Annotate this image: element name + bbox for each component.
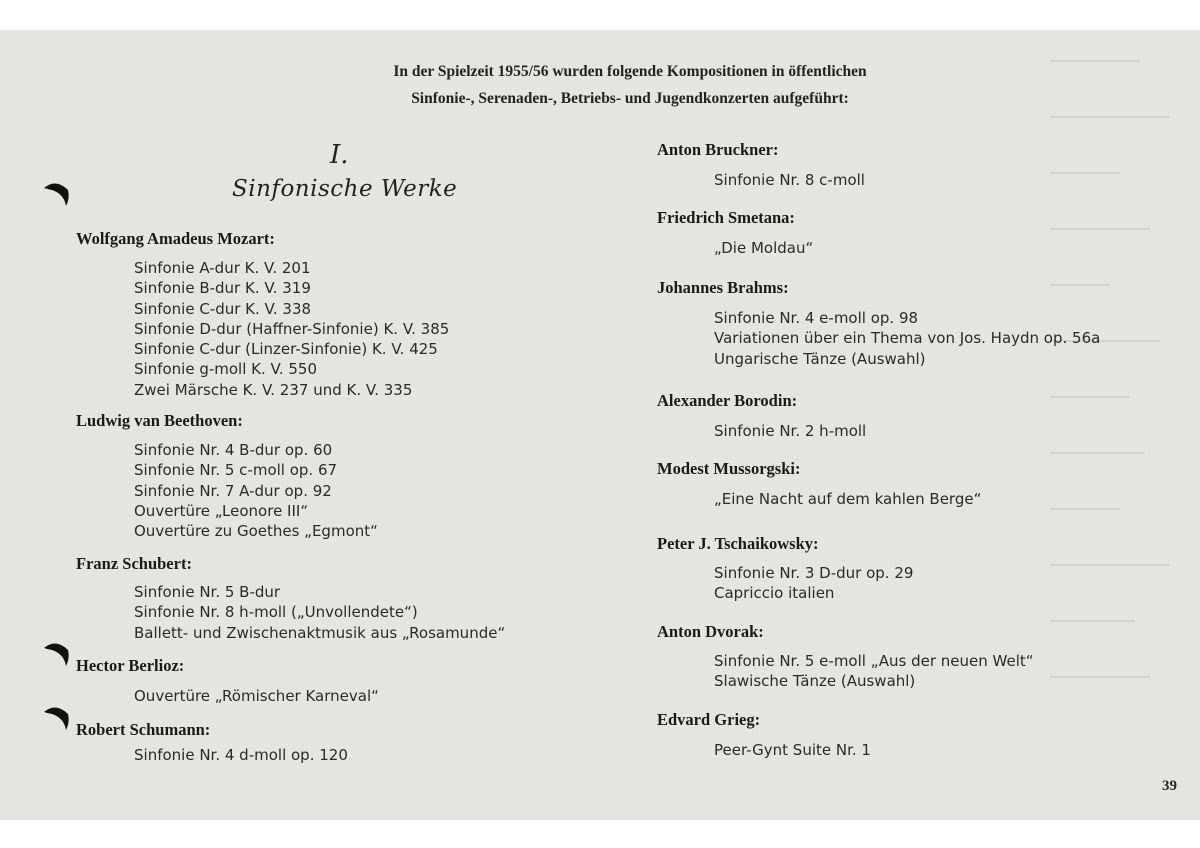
header-line-1: In der Spielzeit 1955/56 wurden folgende Kompositionen in öffentlichen bbox=[393, 63, 867, 80]
work-item: Ouvertüre „Römischer Karneval“ bbox=[134, 687, 379, 705]
work-item: Sinfonie Nr. 5 e-moll „Aus der neuen Welt“ bbox=[714, 652, 1034, 670]
works-smetana bbox=[714, 238, 813, 258]
work-item: Sinfonie g-moll K. V. 550 bbox=[134, 360, 318, 379]
work-item: Sinfonie Nr. 4 d-moll op. 120 bbox=[134, 746, 348, 764]
work-item: Sinfonie A-dur K. V. 201 bbox=[134, 259, 311, 277]
work-item: Sinfonie Nr. 5 c-moll op. 67 bbox=[134, 461, 338, 480]
work-item: Sinfonie Nr. 8 c-moll bbox=[714, 171, 865, 189]
work-item: Sinfonie Nr. 8 h-moll („Unvollendete“) bbox=[134, 603, 418, 622]
work-item: Ungarische Tänze (Auswahl) bbox=[714, 349, 926, 368]
work-item: Ouvertüre zu Goethes „Egmont“ bbox=[134, 522, 378, 541]
work-item: Variationen über ein Thema von Jos. Haydn op. 56a bbox=[714, 329, 1101, 348]
work-item: Sinfonie Nr. 7 A-dur op. 92 bbox=[134, 481, 332, 500]
punch-hole-icon bbox=[42, 180, 72, 206]
works-beethoven bbox=[134, 440, 378, 541]
work-item: Capriccio italien bbox=[714, 584, 835, 603]
page-header bbox=[0, 58, 1200, 112]
composer-smetana: Friedrich Smetana: bbox=[657, 208, 795, 227]
works-schubert bbox=[134, 582, 505, 643]
work-item: Sinfonie C-dur (Linzer-Sinfonie) K. V. 425 bbox=[134, 340, 438, 359]
work-item: Sinfonie C-dur K. V. 338 bbox=[134, 299, 312, 318]
works-brahms bbox=[714, 308, 1100, 369]
composer-berlioz: Hector Berlioz: bbox=[76, 656, 185, 675]
works-borodin bbox=[714, 421, 866, 441]
work-item: Slawische Tänze (Auswahl) bbox=[714, 672, 916, 691]
composer-mozart: Wolfgang Amadeus Mozart: bbox=[76, 229, 275, 248]
works-mozart bbox=[134, 258, 449, 400]
work-item: „Die Moldau“ bbox=[714, 239, 814, 257]
section-title: Sinfonische Werke bbox=[232, 176, 458, 202]
punch-hole-icon bbox=[42, 704, 72, 730]
composer-schumann: Robert Schumann: bbox=[76, 720, 211, 739]
works-tschaikowsky bbox=[714, 563, 913, 604]
works-bruckner bbox=[714, 170, 865, 190]
punch-hole-icon bbox=[42, 640, 72, 666]
work-item: Zwei Märsche K. V. 237 und K. V. 335 bbox=[134, 380, 413, 399]
works-schumann bbox=[134, 745, 348, 765]
composer-mussorgski: Modest Mussorgski: bbox=[657, 459, 801, 478]
work-item: Sinfonie Nr. 4 e-moll op. 98 bbox=[714, 309, 919, 327]
composer-brahms: Johannes Brahms: bbox=[657, 278, 789, 297]
page-number: 39 bbox=[1162, 778, 1177, 794]
composer-schubert: Franz Schubert: bbox=[76, 554, 192, 573]
work-item: Sinfonie Nr. 2 h-moll bbox=[714, 422, 867, 440]
composer-tschaikowsky: Peter J. Tschaikowsky: bbox=[657, 534, 819, 553]
work-item: Sinfonie Nr. 4 B-dur op. 60 bbox=[134, 441, 333, 459]
work-item: Sinfonie B-dur K. V. 319 bbox=[134, 279, 311, 298]
composer-borodin: Alexander Borodin: bbox=[657, 391, 798, 410]
work-item: Sinfonie D-dur (Haffner-Sinfonie) K. V. 385 bbox=[134, 319, 450, 338]
composer-grieg: Edvard Grieg: bbox=[657, 710, 761, 729]
work-item: Sinfonie Nr. 5 B-dur bbox=[134, 583, 281, 601]
works-dvorak bbox=[714, 651, 1034, 692]
composer-dvorak: Anton Dvorak: bbox=[657, 622, 764, 641]
bleed-through-shadow bbox=[1050, 60, 1200, 760]
work-item: „Eine Nacht auf dem kahlen Berge“ bbox=[714, 490, 982, 508]
work-item: Ballett- und Zwischenaktmusik aus „Rosamunde“ bbox=[134, 623, 506, 642]
composer-beethoven: Ludwig van Beethoven: bbox=[76, 411, 243, 430]
work-item: Ouvertüre „Leonore III“ bbox=[134, 501, 309, 520]
works-berlioz bbox=[134, 686, 379, 706]
works-mussorgski bbox=[714, 489, 981, 509]
composer-bruckner: Anton Bruckner: bbox=[657, 140, 779, 159]
header-line-2: Sinfonie-, Serenaden-, Betriebs- und Jugendkonzerten aufgeführt: bbox=[411, 90, 849, 107]
work-item: Peer-Gynt Suite Nr. 1 bbox=[714, 741, 871, 759]
section-number: I. bbox=[330, 140, 349, 170]
works-grieg bbox=[714, 740, 871, 760]
work-item: Sinfonie Nr. 3 D-dur op. 29 bbox=[714, 564, 914, 582]
